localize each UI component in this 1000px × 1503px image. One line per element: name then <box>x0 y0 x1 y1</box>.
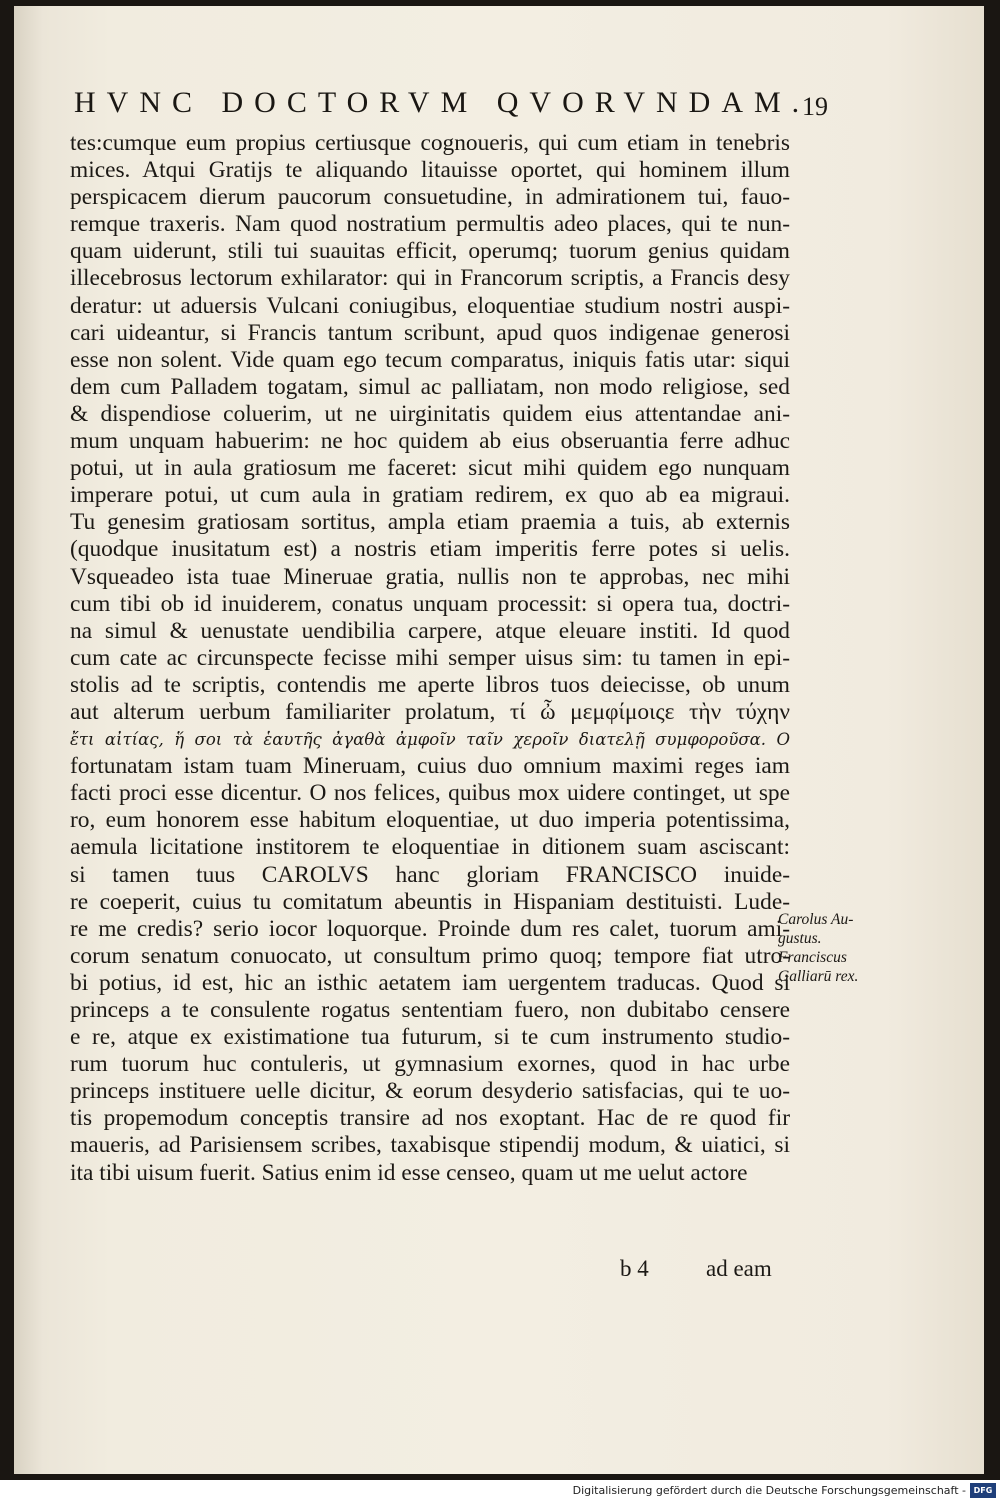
text-line: cum tibi ob id inuiderem, conatus unquam processit: si opera tua, doctri- <box>70 590 790 617</box>
text-line: illecebrosus lectorum exhilarator: qui in Francorum scriptis, a Francis desy <box>70 265 790 292</box>
text-line: deratur: ut aduersis Vulcani coniugibus, eloquentiae studium nostri auspi- <box>70 292 790 319</box>
text-line: re me credis? serio iocor loquorque. Proinde dum res calet, tuorum ami- <box>70 915 790 942</box>
text-line: stolis ad te scriptis, contendis me aperte libros tuos deiecisse, ob unum <box>70 671 790 698</box>
text-line: mum unquam habuerim: ne hoc quidem ab eius obseruantia ferre adhuc <box>70 428 790 455</box>
text-line: & dispendiose coluerim, ut ne uirginitatis quidem eius attentandae ani- <box>70 400 790 427</box>
margin-note-line: gustus. <box>778 930 822 947</box>
text-line: na simul & uenustate uendibilia carpere, atque eleuare institi. Id quod <box>70 617 790 644</box>
text-line: si tamen tuus CAROLVS hanc gloriam FRANCISCO inuide- <box>70 861 790 888</box>
text-line: re coeperit, cuius tu comitatum abeuntis in Hispaniam destituisti. Lude- <box>70 888 790 915</box>
text-line: aemula licitatione institorem te eloquentiae in ditionem suam asciscant: <box>70 834 790 861</box>
text-line: ita tibi uisum fuerit. Satius enim id esse censeo, quam ut me uelut actore <box>70 1159 748 1186</box>
text-line: Vsqueadeo ista tuae Mineruae gratia, nullis non te approbas, nec mihi <box>70 563 790 590</box>
text-line: princeps a te consulente rogatus sententiam fuero, non dubitabo censere <box>70 997 790 1023</box>
text-line: Tu genesim gratiosam sortitus, ampla etiam praemia a tuis, ab externis <box>70 509 790 536</box>
text-line: imperare potui, ut cum aula in gratiam redirem, ex quo ab ea migraui. <box>70 482 790 509</box>
margin-note-line: Galliarū rex. <box>778 968 859 985</box>
dfg-logo: DFG <box>970 1483 996 1498</box>
book-page <box>14 6 984 1474</box>
text-line: cum cate ac circunspecte fecisse mihi semper uisus sim: tu tamen in epi- <box>70 644 790 671</box>
text-line: e re, atque ex existimatione tua futurum, si te cum instrumento studio- <box>70 1024 790 1051</box>
text-line: rum tuorum huc contuleris, ut gymnasium exornes, quod in hac urbe <box>70 1051 790 1078</box>
text-line: tis propemodum conceptis transire ad nos exoptant. Hac de re quod fir <box>70 1105 790 1132</box>
text-line: bi potius, id est, hic an isthic aetatem iam uergentem traducas. Quod si <box>70 969 790 996</box>
running-head: HVNC DOCTORVM QVORVNDAM. <box>74 86 811 119</box>
footer-bar <box>0 1480 1000 1503</box>
text-line: dem cum Palladem togatam, simul ac palliatam, non modo religiose, sed <box>70 373 790 400</box>
text-line: princeps instituere uelle dicitur, & eorum desyderio satisfacias, qui te uo- <box>70 1078 790 1105</box>
text-line: fortunatam istam tuam Mineruam, cuius duo omnium maximi reges iam <box>70 753 790 780</box>
text-line: cari uideantur, si Francis tantum scribunt, apud quos indigenae generosi <box>70 319 790 346</box>
text-line: potui, ut in aula gratiosum me faceret: sicut mihi quidem ego nunquam <box>70 455 790 482</box>
text-line: esse non solent. Vide quam ego tecum comparatus, iniquis fatis utar: siqui <box>70 346 790 373</box>
body-text <box>70 130 790 1187</box>
text-line: mices. Atqui Gratijs te aliquando litauisse oportet, qui hominem illum <box>70 157 790 184</box>
catchword: ad eam <box>706 1256 772 1281</box>
page-number: 19 <box>802 92 828 121</box>
margin-note-line: Carolus Au- <box>778 911 854 928</box>
margin-note <box>778 910 898 986</box>
text-line: aut alterum uerbum familiariter prolatum, τί ὦ μεμφίμοιςε τὴν τύχην <box>70 698 790 725</box>
margin-note-line: Franciscus <box>778 949 847 966</box>
text-line: tes:cumque eum propius certiusque cognoueris, qui cum etiam in tenebris <box>70 130 790 156</box>
text-line: ro, eum honorem esse habitum eloquentiae, ut duo imperia potentissima, <box>70 807 790 834</box>
text-line: facti proci esse dicentur. O nos felices, quibus mox uidere continget, ut spe <box>70 780 790 807</box>
text-line: quam uiderunt, stili tui suauitas efficit, operumq; tuorum genius quidam <box>70 238 790 265</box>
text-line: perspicacem dierum paucorum consuetudine, in admirationem tui, fauo- <box>70 184 790 211</box>
text-line: corum senatum conuocato, ut consultum primo quoq; tempore fiat utro- <box>70 942 790 969</box>
text-line: remque traxeris. Nam quod nostratium permultis adeo places, qui te nun- <box>70 211 790 238</box>
signature-mark: b 4 <box>620 1256 649 1281</box>
funding-credit: Digitalisierung gefördert durch die Deutsche Forschungsgemeinschaft - <box>572 1484 966 1497</box>
text-line: (quodque inusitatum est) a nostris etiam imperitis ferre potes si uelis. <box>70 536 790 563</box>
text-line: maueris, ad Parisiensem scribes, taxabisque stipendij modum, & uiatici, si <box>70 1132 790 1159</box>
greek-text-line: ἔτι αἰτίας, ἥ σοι τὰ ἑαυτῆς ἀγαθὰ ἀμφοῖν ταῖν χεροῖν διατελῇ συμφοροῦσα. O <box>70 730 790 750</box>
